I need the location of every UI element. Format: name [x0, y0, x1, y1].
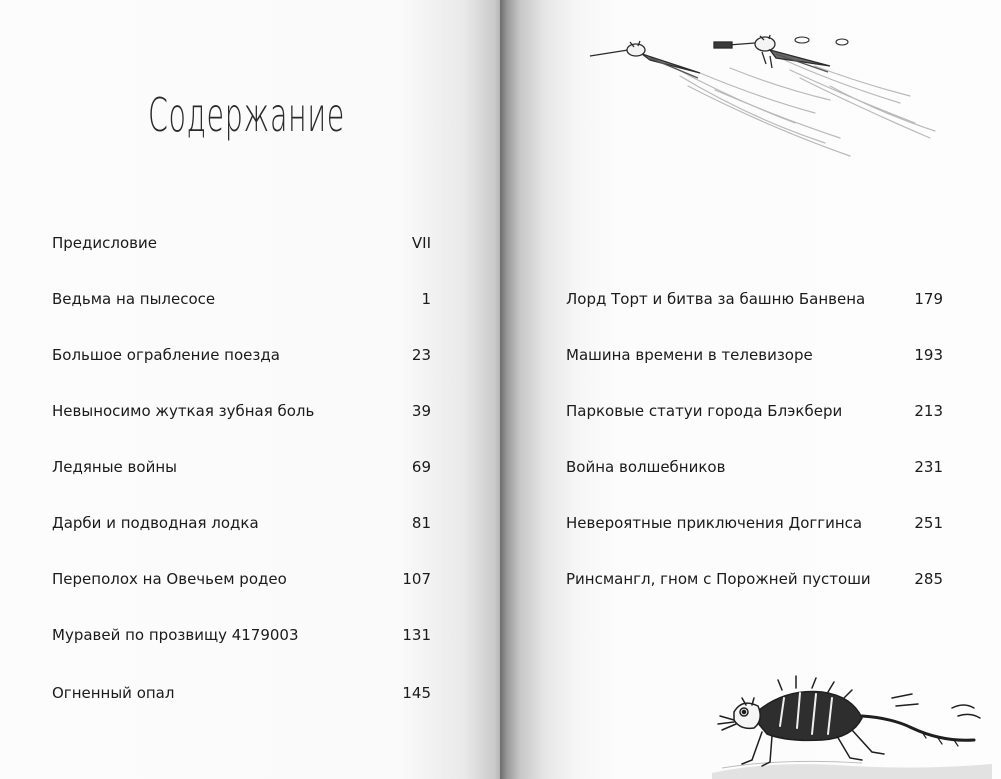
toc-entry	[52, 401, 431, 421]
toc-entry-title: Невыносимо жуткая зубная боль	[52, 402, 315, 420]
toc-entry	[566, 345, 943, 365]
toc-entry-title: Машина времени в телевизоре	[566, 346, 813, 364]
toc-entry	[52, 233, 431, 253]
toc-entry	[52, 569, 431, 589]
toc-entry-page: 23	[411, 346, 431, 364]
toc-entry-page: 231	[914, 458, 943, 476]
toc-entry-page: 1	[421, 290, 431, 308]
toc-entry	[52, 345, 431, 365]
toc-entry-page: 69	[411, 458, 431, 476]
toc-entry-title: Муравей по прозвищу 4179003	[52, 626, 299, 644]
toc-entry-page: 131	[402, 626, 431, 644]
toc-entry	[566, 401, 943, 421]
toc-entry-page: 179	[914, 290, 943, 308]
flying-creatures-illustration	[580, 28, 940, 168]
toc-entry-title: Переполох на Овечьем родео	[52, 570, 287, 588]
toc-entry-title: Ведьма на пылесосе	[52, 290, 216, 308]
toc-entry	[52, 289, 431, 309]
toc-entry-page: 193	[914, 346, 943, 364]
page-title: Содержание	[148, 88, 345, 142]
running-cat-illustration	[712, 668, 992, 779]
toc-entry-title: Лорд Торт и битва за башню Банвена	[566, 290, 866, 308]
toc-entry-title: Дарби и подводная лодка	[52, 514, 259, 532]
toc-entry-page: 81	[411, 514, 431, 532]
toc-entry-title: Невероятные приключения Доггинса	[566, 514, 863, 532]
toc-entry-page: 285	[914, 570, 943, 588]
toc-entry-title: Ледяные войны	[52, 458, 177, 476]
toc-entry-title: Огненный опал	[52, 684, 175, 702]
toc-entry-page: VII	[411, 234, 431, 252]
toc-entry	[52, 457, 431, 477]
toc-entry	[52, 625, 431, 645]
toc-entry-title: Большое ограбление поезда	[52, 346, 280, 364]
toc-entry-page: 213	[914, 402, 943, 420]
toc-entry	[52, 513, 431, 533]
toc-entry	[566, 513, 943, 533]
toc-entry	[566, 569, 943, 589]
toc-entry-page: 145	[402, 684, 431, 702]
toc-entry-page: 39	[411, 402, 431, 420]
toc-entry	[566, 289, 943, 309]
toc-entry-title: Ринсмангл, гном с Порожней пустоши	[566, 570, 871, 588]
toc-entry	[52, 683, 431, 703]
toc-entry	[566, 457, 943, 477]
toc-entry-page: 251	[914, 514, 943, 532]
toc-entry-page: 107	[402, 570, 431, 588]
toc-entry-title: Парковые статуи города Блэкбери	[566, 402, 843, 420]
toc-entry-title: Война волшебников	[566, 458, 726, 476]
toc-entry-title: Предисловие	[52, 234, 157, 252]
